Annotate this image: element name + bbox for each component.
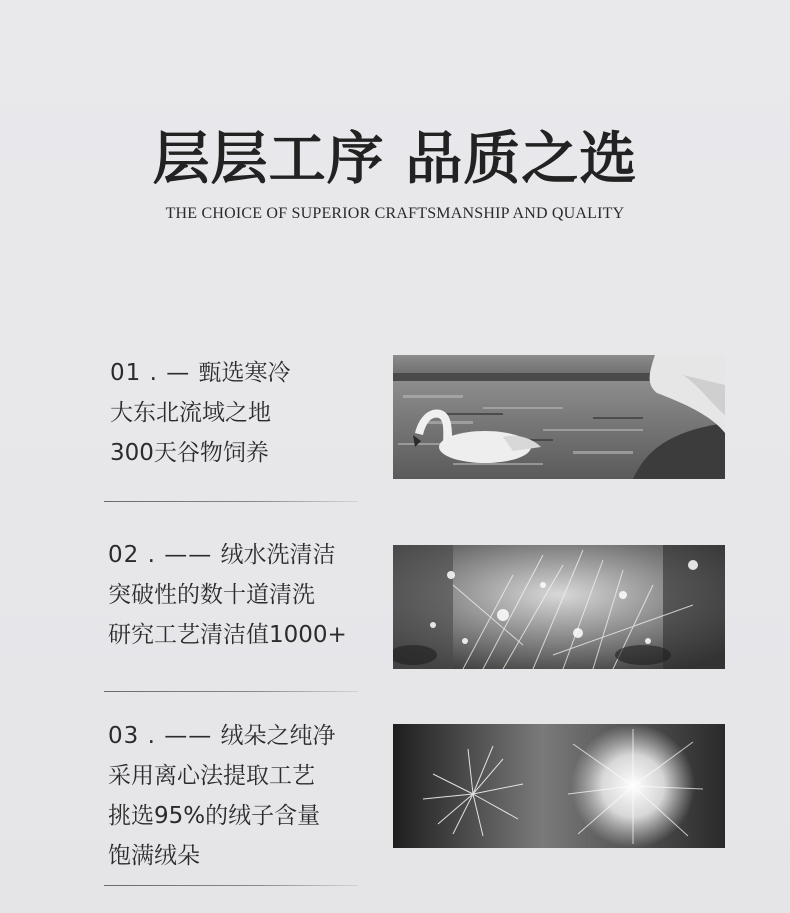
feature-2-text [108,535,347,655]
page-subtitle: THE CHOICE OF SUPERIOR CRAFTSMANSHIP AND QUALITY [165,205,625,222]
feature-1-line-2: 大东北流域之地 [110,400,271,426]
feature-1-number: 01 . — [110,360,199,386]
feature-2-divider [104,691,358,692]
feature-2-number: 02 . —— [108,542,221,568]
down-cluster-photo [393,724,725,848]
feature-3-line-3: 挑选95%的绒子含量 [108,803,321,829]
feature-3-line-2: 采用离心法提取工艺 [108,763,315,789]
feature-3-number: 03 . —— [108,723,221,749]
feature-2-line-2: 突破性的数十道清洗 [108,582,315,608]
feature-3-text [108,716,336,876]
swan-lake-photo [393,355,725,479]
feature-1-text [110,353,291,473]
page-title: 层层工序 品质之选 [152,126,638,192]
feature-1-divider [104,501,358,502]
feature-2-line-1: 02 . —— 绒水洗清洁 [108,542,336,568]
water-splash-photo [393,545,725,669]
feature-1-line-1: 01 . — 甄选寒冷 [110,360,291,386]
feature-3-line-1: 03 . —— 绒朵之纯净 [108,723,336,749]
feature-2-line-3: 研究工艺清洁值1000+ [108,622,347,648]
feature-3-line-4: 饱满绒朵 [108,843,200,869]
feature-3-divider [104,885,358,886]
feature-1-line-3: 300天谷物饲养 [110,440,269,466]
